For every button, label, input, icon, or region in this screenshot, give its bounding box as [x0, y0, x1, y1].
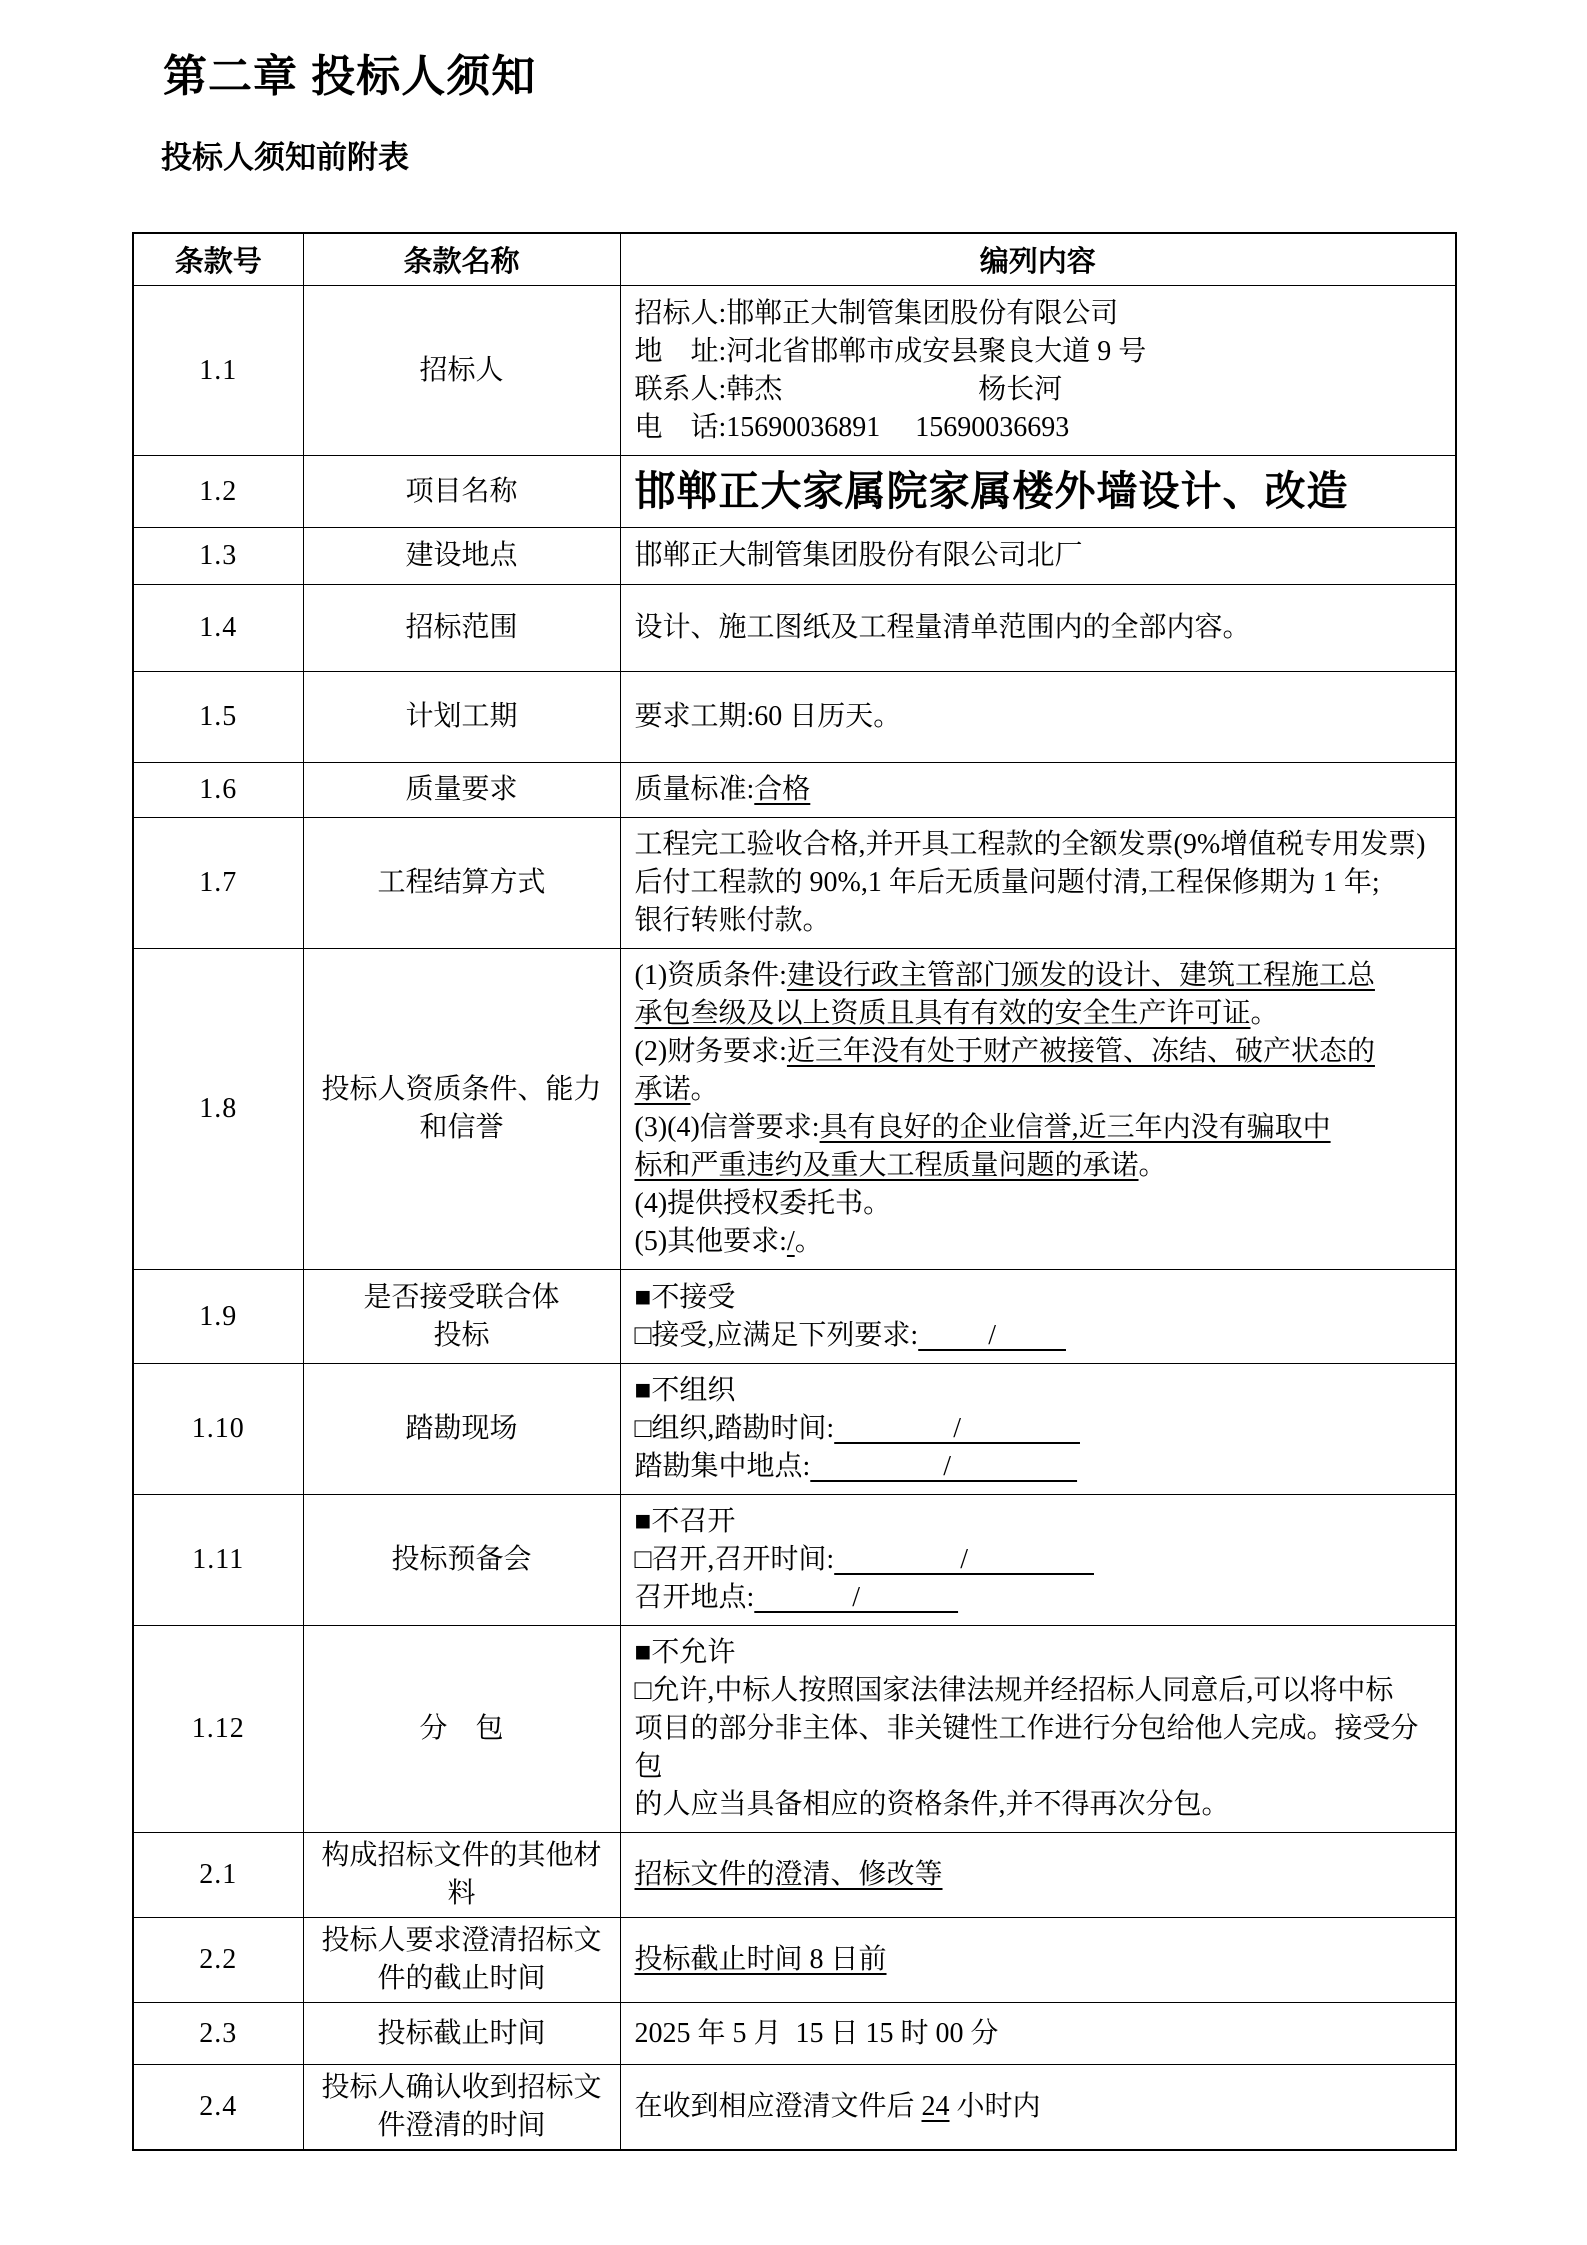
content-line — [635, 1579, 1446, 1617]
checkbox-filled-icon: ■ — [634, 1375, 652, 1407]
clause-content — [620, 763, 1456, 818]
clause-number: 2.1 — [133, 1833, 303, 1918]
table-row — [133, 1918, 1456, 2003]
clause-name — [303, 1364, 620, 1495]
text-segment: 2025 年 5 月 15 日 15 时 00 分 — [634, 2017, 999, 2049]
clause-content — [620, 1364, 1456, 1495]
page-title: 第二章 投标人须知 — [163, 52, 537, 101]
clause-name-line: 工程结算方式 — [377, 867, 546, 899]
content-line — [635, 1071, 1446, 1109]
content-line — [635, 1279, 1446, 1317]
text-segment: 质量标准: — [634, 774, 755, 806]
content-line — [635, 902, 1446, 940]
content-line — [635, 465, 1446, 518]
text-segment: 电 话:15690036891 15690036693 — [634, 411, 1070, 443]
text-segment: / — [834, 1544, 1094, 1576]
clause-content — [620, 818, 1456, 949]
clause-number: 1.8 — [133, 949, 303, 1270]
clause-name-line: 料 — [447, 1878, 476, 1910]
clause-content — [620, 1626, 1456, 1833]
text-segment: / — [754, 1582, 959, 1614]
text-segment: 承包叁级及以上资质且具有有效的安全生产许可证 — [634, 998, 1251, 1030]
clause-number: 1.1 — [133, 286, 303, 456]
clause-name-line: 构成招标文件的其他材 — [321, 1840, 602, 1872]
clause-name — [303, 456, 620, 528]
clause-name — [303, 949, 620, 1270]
table-row — [133, 763, 1456, 818]
content-line — [635, 2088, 1446, 2126]
text-segment: / — [834, 1413, 1080, 1445]
text-segment: 组织,踏勘时间: — [651, 1413, 835, 1445]
clause-number: 1.10 — [133, 1364, 303, 1495]
text-segment: 招标文件的澄清、修改等 — [634, 1859, 943, 1891]
clause-name-line: 件的截止时间 — [377, 1963, 546, 1995]
clause-number: 1.6 — [133, 763, 303, 818]
content-line — [635, 1410, 1446, 1448]
text-segment: 。 — [794, 1226, 823, 1258]
text-segment: 不允许 — [651, 1637, 736, 1669]
clause-content — [620, 949, 1456, 1270]
header-row — [133, 233, 1456, 286]
content-line — [635, 1503, 1446, 1541]
text-segment: 标和严重违约及重大工程质量问题的承诺 — [634, 1150, 1139, 1182]
text-segment: 具有良好的企业信誉,近三年内没有骗取中 — [819, 1112, 1331, 1144]
clause-name-line: 是否接受联合体 — [363, 1281, 560, 1313]
text-segment: 设计、施工图纸及工程量清单范围内的全部内容。 — [634, 612, 1251, 644]
clause-name-line: 计划工期 — [405, 701, 518, 733]
clause-name-line: 项目名称 — [405, 475, 518, 507]
clause-content — [620, 1833, 1456, 1918]
text-segment: 接受,应满足下列要求: — [651, 1319, 919, 1351]
text-segment: 小时内 — [949, 2091, 1041, 2123]
content-line — [635, 371, 1446, 409]
content-line — [635, 333, 1446, 371]
table-row — [133, 949, 1456, 1270]
clause-name — [303, 1833, 620, 1918]
content-line — [635, 537, 1446, 575]
clause-content — [620, 672, 1456, 763]
table-row — [133, 672, 1456, 763]
clause-number: 2.3 — [133, 2003, 303, 2065]
text-segment: 允许,中标人按照国家法律法规并经招标人同意后,可以将中标 — [651, 1675, 1394, 1707]
bidder-notice-table — [132, 232, 1457, 2152]
clause-name — [303, 1270, 620, 1364]
clause-name-line: 投标预备会 — [391, 1544, 532, 1576]
text-segment: (3)(4)信誉要求: — [634, 1112, 820, 1144]
checkbox-empty-icon: □ — [634, 1675, 652, 1707]
text-segment: (5)其他要求: — [634, 1226, 787, 1258]
clause-name-line: 件澄清的时间 — [377, 2110, 546, 2142]
clause-name — [303, 528, 620, 585]
clause-name-line: 投标人要求澄清招标文 — [321, 1925, 602, 1957]
table-row — [133, 456, 1456, 528]
content-line — [635, 1634, 1446, 1672]
content-line — [635, 295, 1446, 333]
text-segment: 项目的部分非主体、非关键性工作进行分包给他人完成。接受分包 — [634, 1713, 1419, 1783]
table-row — [133, 286, 1456, 456]
clause-name-line: 踏勘现场 — [405, 1413, 518, 1445]
content-line — [635, 1941, 1446, 1979]
clause-content — [620, 456, 1456, 528]
content-line — [635, 1672, 1446, 1710]
clause-number: 1.3 — [133, 528, 303, 585]
text-segment: (2)财务要求: — [634, 1036, 787, 1068]
clause-name — [303, 763, 620, 818]
clause-content — [620, 1270, 1456, 1364]
clause-content — [620, 1918, 1456, 2003]
checkbox-empty-icon: □ — [634, 1544, 652, 1576]
text-segment: / — [810, 1451, 1078, 1483]
table-row — [133, 1270, 1456, 1364]
clause-number: 1.7 — [133, 818, 303, 949]
clause-content — [620, 1495, 1456, 1626]
clause-name — [303, 1918, 620, 2003]
content-line — [635, 1448, 1446, 1486]
text-segment: 不召开 — [651, 1506, 736, 1538]
text-segment: 24 — [921, 2091, 950, 2123]
col-header-clause-no: 条款号 — [133, 233, 303, 286]
text-segment: 不组织 — [651, 1375, 736, 1407]
clause-name — [303, 2065, 620, 2151]
content-line — [635, 995, 1446, 1033]
text-segment: 近三年没有处于财产被接管、冻结、破产状态的 — [786, 1036, 1375, 1068]
clause-name-line: 投标人确认收到招标文 — [321, 2072, 602, 2104]
clause-name-line: 投标 — [433, 1319, 490, 1351]
text-segment: 召开地点: — [634, 1582, 755, 1614]
clause-content — [620, 585, 1456, 672]
content-line — [635, 1856, 1446, 1894]
text-segment: 投标截止时间 8 日前 — [634, 1944, 887, 1976]
content-line — [635, 1710, 1446, 1786]
table-row — [133, 585, 1456, 672]
text-segment: 联系人:韩杰 杨长河 — [634, 373, 1063, 405]
checkbox-empty-icon: □ — [634, 1413, 652, 1445]
text-segment: 。 — [1250, 998, 1279, 1030]
col-header-clause-name: 条款名称 — [303, 233, 620, 286]
table-row — [133, 1364, 1456, 1495]
text-segment: 建设行政主管部门颁发的设计、建筑工程施工总 — [786, 960, 1375, 992]
table-row — [133, 818, 1456, 949]
text-segment: 邯郸正大制管集团股份有限公司北厂 — [634, 540, 1083, 572]
content-line — [635, 1109, 1446, 1147]
clause-number: 1.12 — [133, 1626, 303, 1833]
table-row — [133, 2003, 1456, 2065]
text-segment: (1)资质条件: — [634, 960, 787, 992]
text-segment: 合格 — [754, 774, 811, 806]
clause-number: 1.9 — [133, 1270, 303, 1364]
text-segment: 不接受 — [651, 1281, 736, 1313]
clause-name — [303, 2003, 620, 2065]
clause-name — [303, 1495, 620, 1626]
text-segment: 在收到相应澄清文件后 — [634, 2091, 922, 2123]
content-line — [635, 1786, 1446, 1824]
text-segment: 邯郸正大家属院家属楼外墙设计、改造 — [634, 468, 1349, 515]
text-segment: 召开,召开时间: — [651, 1544, 835, 1576]
content-line — [635, 1185, 1446, 1223]
content-line — [635, 1223, 1446, 1261]
clause-content — [620, 2003, 1456, 2065]
clause-name-line: 招标范围 — [405, 612, 518, 644]
text-segment: 银行转账付款。 — [634, 905, 831, 937]
clause-name — [303, 1626, 620, 1833]
content-line — [635, 409, 1446, 447]
content-line — [635, 826, 1446, 864]
content-line — [635, 609, 1446, 647]
table-row — [133, 1495, 1456, 1626]
clause-number: 1.5 — [133, 672, 303, 763]
content-line — [635, 864, 1446, 902]
text-segment: 承诺 — [634, 1074, 691, 1106]
text-segment: 。 — [690, 1074, 719, 1106]
content-line — [635, 698, 1446, 736]
text-segment: 。 — [1138, 1150, 1167, 1182]
content-line — [635, 1541, 1446, 1579]
clause-name-line: 招标人 — [419, 354, 504, 386]
clause-name-line: 质量要求 — [405, 774, 518, 806]
clause-name — [303, 672, 620, 763]
text-segment: 地 址:河北省邯郸市成安县聚良大道 9 号 — [634, 335, 1147, 367]
text-segment: 踏勘集中地点: — [634, 1451, 811, 1483]
text-segment: (4)提供授权委托书。 — [634, 1188, 892, 1220]
clause-content — [620, 286, 1456, 456]
content-line — [635, 1147, 1446, 1185]
checkbox-filled-icon: ■ — [634, 1281, 652, 1313]
clause-number: 2.4 — [133, 2065, 303, 2151]
content-line — [635, 2015, 1446, 2053]
checkbox-empty-icon: □ — [634, 1319, 652, 1351]
checkbox-filled-icon: ■ — [634, 1637, 652, 1669]
clause-name-line: 投标截止时间 — [377, 2017, 546, 2049]
content-line — [635, 957, 1446, 995]
clause-name-line: 投标人资质条件、能力 — [321, 1074, 602, 1106]
table-row — [133, 2065, 1456, 2151]
clause-number: 1.11 — [133, 1495, 303, 1626]
table-row — [133, 528, 1456, 585]
clause-number: 1.4 — [133, 585, 303, 672]
text-segment: 工程完工验收合格,并开具工程款的全额发票(9%增值税专用发票) — [634, 829, 1426, 861]
content-line — [635, 771, 1446, 809]
table-row — [133, 1833, 1456, 1918]
text-segment: 的人应当具备相应的资格条件,并不得再次分包。 — [634, 1789, 1230, 1821]
text-segment: 后付工程款的 90%,1 年后无质量问题付清,工程保修期为 1 年; — [634, 867, 1380, 899]
checkbox-filled-icon: ■ — [634, 1506, 652, 1538]
clause-name — [303, 286, 620, 456]
text-segment: 要求工期:60 日历天。 — [634, 701, 902, 733]
clause-name-line: 建设地点 — [405, 540, 518, 572]
clause-number: 2.2 — [133, 1918, 303, 2003]
content-line — [635, 1033, 1446, 1071]
text-segment: 招标人:邯郸正大制管集团股份有限公司 — [634, 297, 1119, 329]
clause-number: 1.2 — [133, 456, 303, 528]
text-segment: / — [786, 1226, 795, 1258]
content-line — [635, 1372, 1446, 1410]
col-header-content: 编列内容 — [620, 233, 1456, 286]
clause-name-line: 分 包 — [419, 1713, 504, 1745]
clause-name — [303, 818, 620, 949]
table-caption: 投标人须知前附表 — [161, 139, 409, 175]
clause-content — [620, 528, 1456, 585]
clause-name — [303, 585, 620, 672]
clause-name-line: 和信誉 — [419, 1112, 504, 1144]
content-line — [635, 1317, 1446, 1355]
clause-content — [620, 2065, 1456, 2151]
table-row — [133, 1626, 1456, 1833]
text-segment: / — [918, 1319, 1066, 1351]
